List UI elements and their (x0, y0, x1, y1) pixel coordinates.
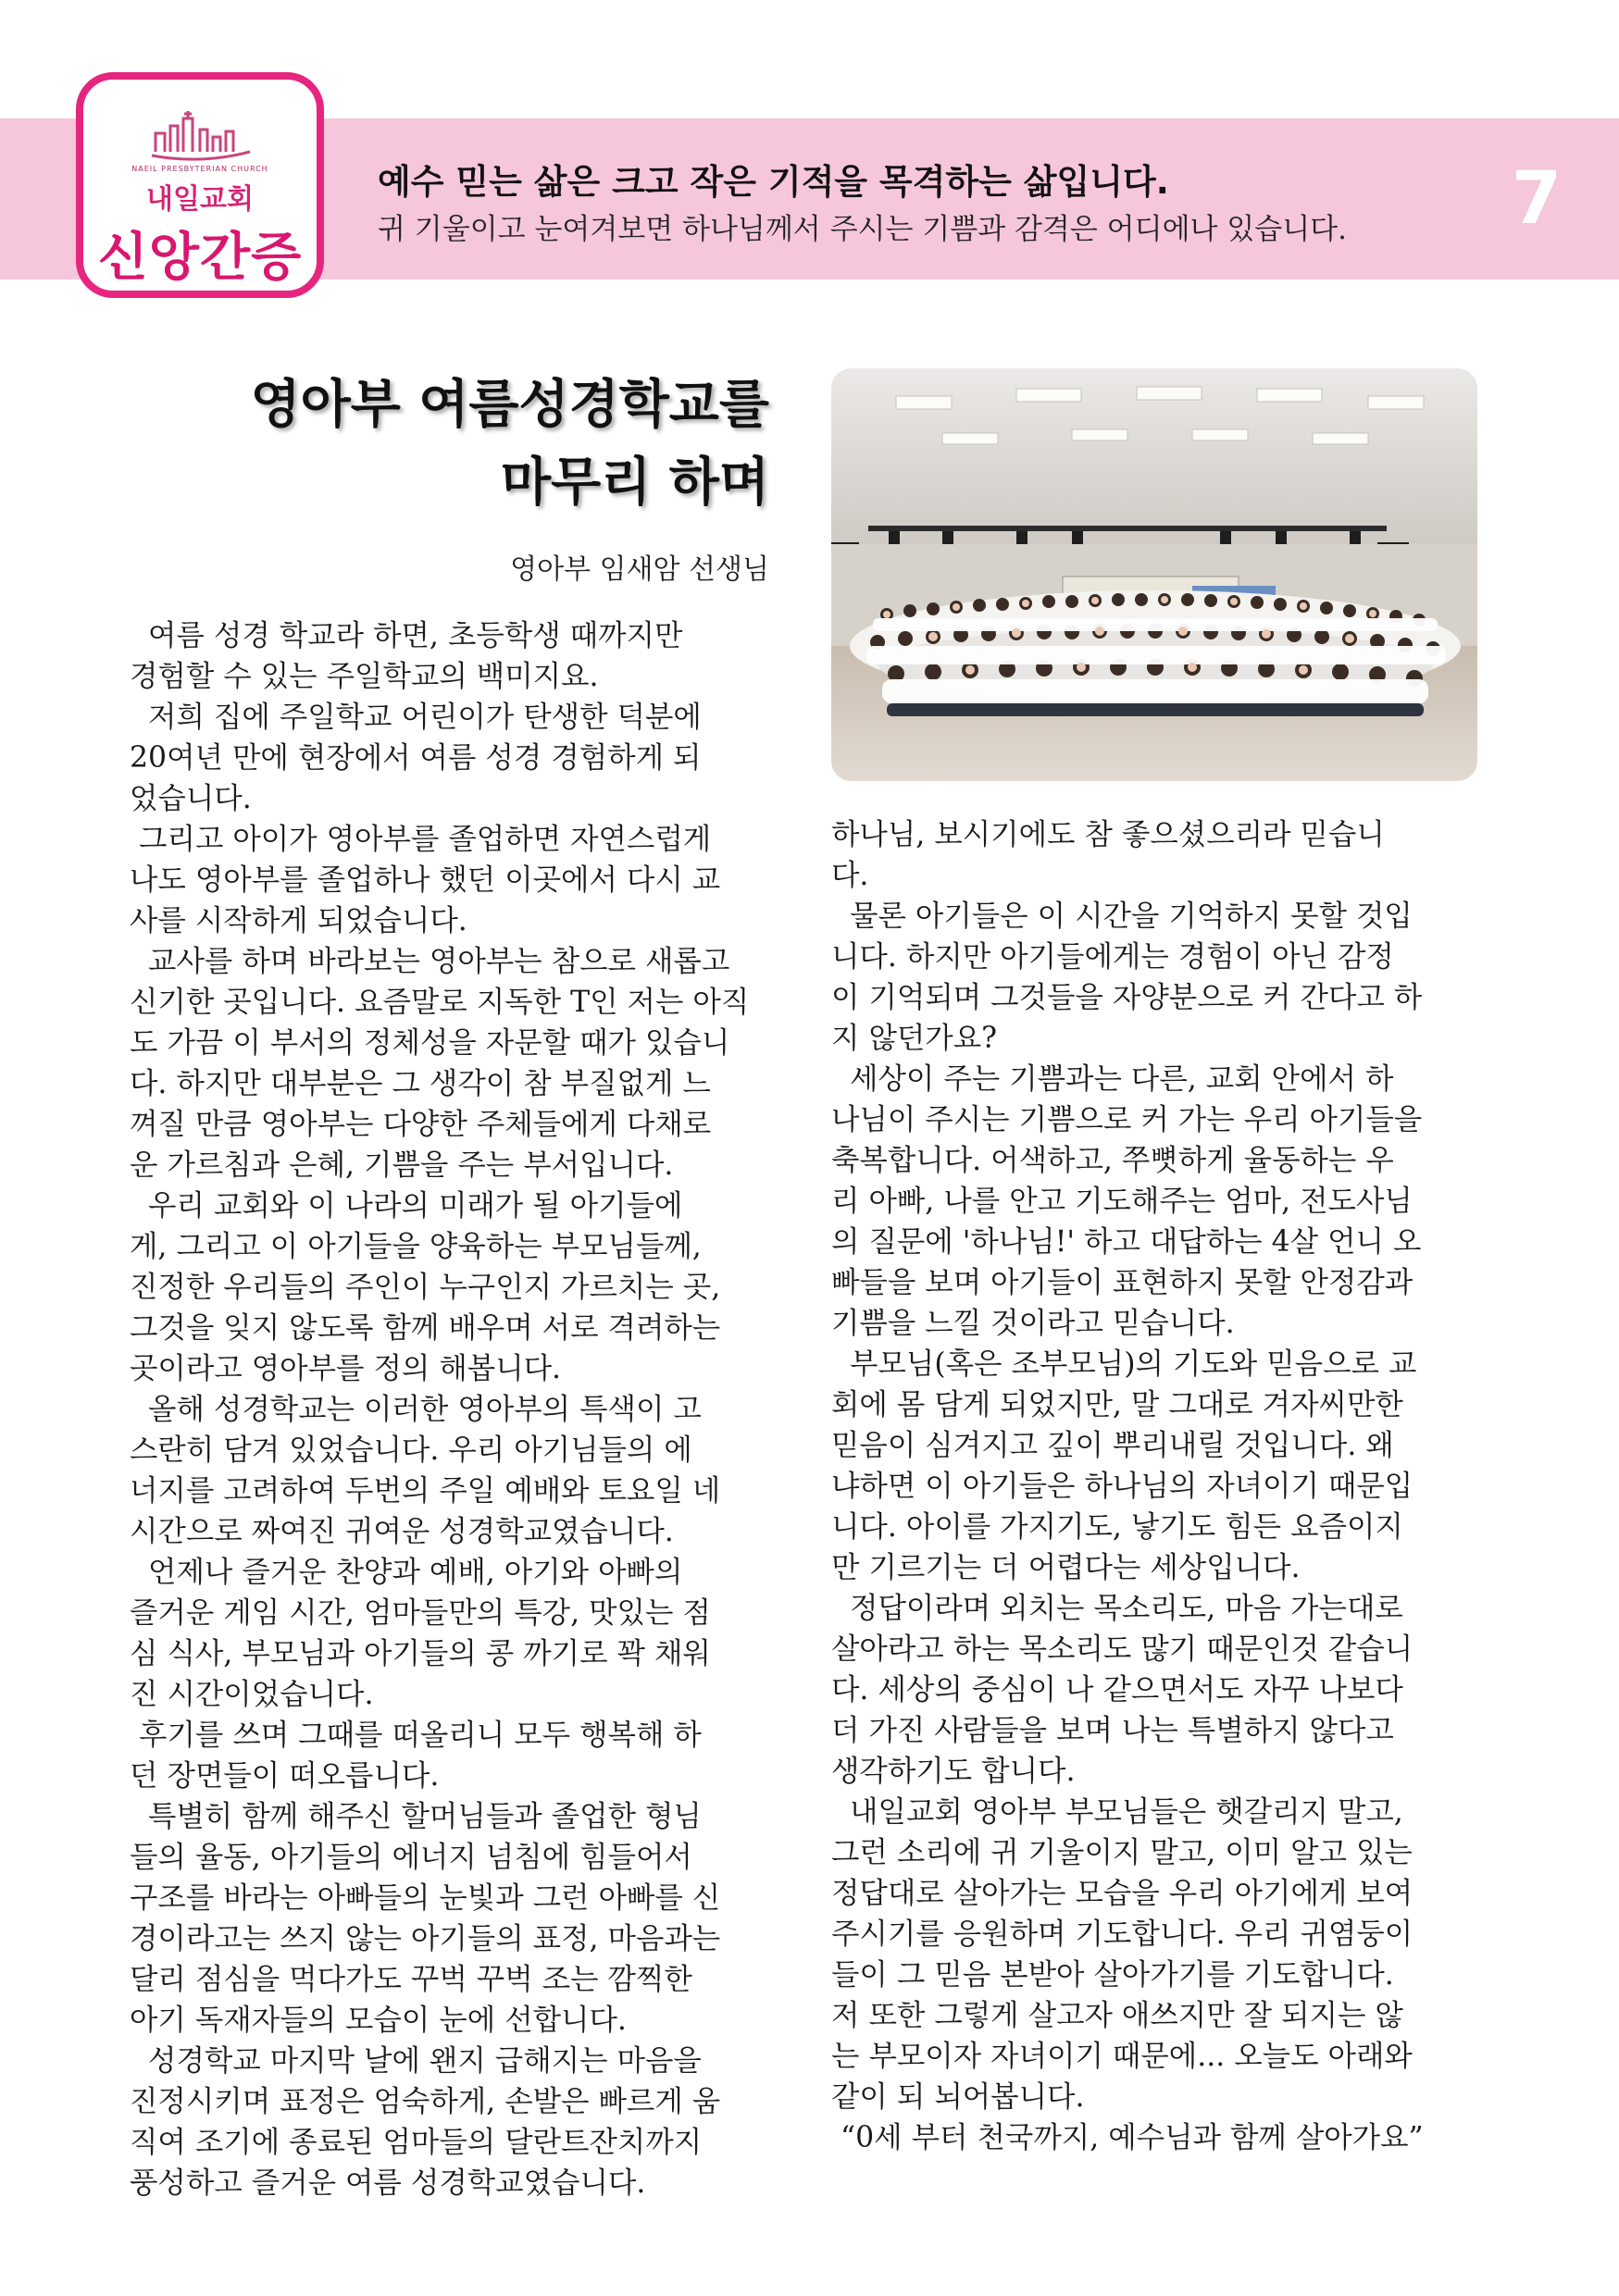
article-text-line: 교사를 하며 바라보는 영아부는 참으로 새롭고 (130, 945, 730, 978)
article-text-line: 도 가끔 이 부서의 정체성을 자문할 때가 있습니 (130, 1026, 730, 1060)
article-text-line: 이 기억되며 그것들을 자양분으로 커 간다고 하 (831, 981, 1423, 1014)
article-title-line2: 마무리 하며 (501, 453, 769, 513)
article-text-line: 신기한 곳입니다. 요즘말로 지독한 T인 저는 아직 (130, 986, 750, 1019)
article-title-line1: 영아부 여름성경학교를 (250, 375, 769, 435)
article-text-line: 심 식사, 부모님과 아기들의 콩 까기로 꽉 채워 (130, 1637, 711, 1670)
church-name-en: NAEIL PRESBYTERIAN CHURCH (131, 165, 268, 173)
article-text-line: 여름 성경 학교라 하면, 초등학생 때까지만 (130, 619, 683, 652)
article-text-line: 들이 그 믿음 본받아 살아가기를 기도합니다. (831, 1958, 1394, 1992)
article-text-line: 리 아빠, 나를 안고 기도해주는 엄마, 전도사님 (831, 1185, 1413, 1218)
article-text-line: 경이라고는 쓰지 않는 아기들의 표정, 마음과는 (130, 1922, 721, 1955)
article-text-line: 지 않던가요? (831, 1022, 998, 1055)
article-text-line: 다. 하지만 대부분은 그 생각이 참 부질없게 느 (130, 1067, 711, 1100)
article-text-line: 물론 아기들은 이 시간을 기억하지 못할 것입 (831, 900, 1413, 933)
article-text-line: 운 가르침과 은혜, 기쁨을 주는 부서입니다. (130, 1148, 674, 1182)
article-text-line: 시간으로 짜여진 귀여운 성경학교였습니다. (130, 1515, 674, 1548)
article-text-line: 던 장면들이 떠오릅니다. (130, 1759, 440, 1793)
article-text-line: 세상이 주는 기쁨과는 다른, 교회 안에서 하 (831, 1062, 1394, 1096)
article-text-line: 믿음이 심겨지고 깊이 뿌리내릴 것입니다. 왜 (831, 1429, 1394, 1462)
article-text-line: 나님이 주시는 기쁨으로 커 가는 우리 아기들을 (831, 1103, 1423, 1136)
article-text-line: 언제나 즐거운 찬양과 예배, 아기와 아빠의 (130, 1556, 683, 1589)
article-text-line: 그것을 잊지 않도록 함께 배우며 서로 격려하는 (130, 1311, 721, 1345)
section-logo (76, 72, 324, 298)
article-text-line: 곳이라고 영아부를 정의 해봅니다. (130, 1352, 562, 1385)
article-text-line: 진 시간이었습니다. (130, 1678, 374, 1711)
article-text-line: 는 부모이자 자녀이기 때문에... 오늘도 아래와 (831, 2040, 1413, 2073)
article-text-line: 살아라고 하는 목소리도 많기 때문인것 같습니 (831, 1632, 1414, 1666)
article-text-line: 후기를 쓰며 그때를 떠올리니 모두 행복해 하 (130, 1719, 702, 1752)
article-text-line: 우리 교회와 이 나라의 미래가 될 아기들에 (130, 1189, 683, 1222)
article-text-line: 사를 시작하게 되었습니다. (130, 904, 467, 937)
article-text-line: 정답대로 살아가는 모습을 우리 아기에게 보여 (831, 1877, 1414, 1910)
article-text-line: 생각하기도 합니다. (831, 1755, 1076, 1788)
article-text-line: 게, 그리고 이 아기들을 양육하는 부모님들께, (130, 1230, 702, 1263)
article-text-line: 축복합니다. 어색하고, 쭈뼛하게 율동하는 우 (831, 1144, 1394, 1177)
article-text-line: 20여년 만에 현장에서 여름 성경 경험하게 되 (130, 741, 702, 775)
section-title: 신앙간증 (97, 228, 303, 288)
article-column-left (130, 615, 774, 2203)
article-text-line: 즐거운 게임 시간, 엄마들만의 특강, 맛있는 점 (130, 1596, 711, 1630)
article-text-line: 직여 조기에 종료된 엄마들의 달란트잔치까지 (130, 2126, 703, 2159)
article-text-line: 성경학교 마지막 날에 왠지 급해지는 마음을 (130, 2044, 702, 2078)
article-column-right (831, 814, 1476, 2158)
article-text-line: 내일교회 영아부 부모님들은 햇갈리지 말고, (831, 1795, 1403, 1829)
group-photo (831, 368, 1477, 781)
header-subheadline: 귀 기울이고 눈여겨보면 하나님께서 주시는 기쁨과 감격은 어디에나 있습니다. (378, 213, 1347, 246)
article-text-line: 저희 집에 주일학교 어린이가 탄생한 덕분에 (130, 701, 702, 734)
article-text-line: 구조를 바라는 아빠들의 눈빛과 그런 아빠를 신 (130, 1881, 721, 1915)
article-text-line: 더 가진 사람들을 보며 나는 특별하지 않다고 (831, 1714, 1394, 1747)
article-text-line: 진정한 우리들의 주인이 누구인지 가르치는 곳, (130, 1271, 721, 1304)
page-number: 7 (1511, 157, 1563, 241)
article-text-line: 니다. 아이를 가지기도, 낳기도 힘든 요즘이지 (831, 1510, 1403, 1544)
article-text-line: 들의 율동, 아기들의 에너지 넘침에 힘들어서 (130, 1841, 692, 1874)
article-text-line: 주시기를 응원하며 기도합니다. 우리 귀염둥이 (831, 1917, 1414, 1951)
article-text-line: 기쁨을 느낄 것이라고 믿습니다. (831, 1307, 1235, 1340)
article-text-line: 풍성하고 즐거운 여름 성경학교였습니다. (130, 2166, 646, 2200)
article-title (251, 366, 769, 522)
article-byline: 영아부 임새암 선생님 (510, 553, 769, 586)
article-text-line: “0세 부터 천국까지, 예수님과 함께 살아가요” (831, 2121, 1424, 2154)
church-name: 내일교회 (146, 183, 254, 216)
article-text-line: 너지를 고려하여 두번의 주일 예배와 토요일 네 (130, 1474, 721, 1508)
article-text-line: 었습니다. (130, 782, 252, 815)
article-text-line: 다. 세상의 중심이 나 같으면서도 자꾸 나보다 (831, 1673, 1403, 1706)
article-text-line: 올해 성경학교는 이러한 영아부의 특색이 고 (130, 1393, 702, 1426)
article-text-line: 아기 독재자들의 모습이 눈에 선합니다. (130, 2004, 627, 2037)
article-text-line: 저 또한 그렇게 살고자 애쓰지만 잘 되지는 않 (831, 1999, 1403, 2032)
header-headline: 예수 믿는 삶은 크고 작은 기적을 목격하는 삶입니다. (378, 162, 1169, 202)
article-text-line: 부모님(혹은 조부모님)의 기도와 믿음으로 교 (831, 1347, 1417, 1381)
article-text-line: 빠들을 보며 아기들이 표현하지 못할 안정감과 (831, 1266, 1414, 1299)
article-text-line: 같이 되 뇌어봅니다. (831, 2080, 1085, 2114)
article-text-line: 그런 소리에 귀 기울이지 말고, 이미 알고 있는 (831, 1836, 1413, 1869)
article-text-line: 니다. 하지만 아기들에게는 경험이 아닌 감정 (831, 940, 1394, 974)
article-text-line: 그리고 아이가 영아부를 졸업하면 자연스럽게 (130, 823, 712, 856)
article-text-line: 다. (831, 859, 869, 892)
article-text-line: 냐하면 이 아기들은 하나님의 자녀이기 때문입 (831, 1470, 1414, 1503)
article-text-line: 특별히 함께 해주신 할머님들과 졸업한 형님 (130, 1800, 702, 1833)
article-text-line: 껴질 만큼 영아부는 다양한 주체들에게 다채로 (130, 1108, 712, 1141)
article-text-line: 경험할 수 있는 주일학교의 백미지요. (130, 660, 599, 693)
article-text-line: 회에 몸 담게 되었지만, 말 그대로 겨자씨만한 (831, 1388, 1403, 1421)
article-text-line: 의 질문에 '하나님!' 하고 대답하는 4살 언니 오 (831, 1225, 1422, 1259)
article-text-line: 만 기르기는 더 어렵다는 세상입니다. (831, 1551, 1301, 1584)
article-text-line: 하나님, 보시기에도 참 좋으셨으리라 믿습니 (831, 818, 1385, 851)
church-skyline-icon (150, 111, 252, 163)
article-text-line: 진정시키며 표정은 엄숙하게, 손발은 빠르게 움 (130, 2085, 721, 2118)
article-text-line: 스란히 담겨 있었습니다. 우리 아기님들의 에 (130, 1433, 692, 1467)
group-photo-image (831, 368, 1477, 781)
article-text-line: 정답이라며 외치는 목소리도, 마음 가는대로 (831, 1592, 1403, 1625)
article-text-line: 나도 영아부를 졸업하나 했던 이곳에서 다시 교 (130, 863, 721, 897)
article-text-line: 달리 점심을 먹다가도 꾸벅 꾸벅 조는 깜찍한 (130, 1963, 692, 1996)
